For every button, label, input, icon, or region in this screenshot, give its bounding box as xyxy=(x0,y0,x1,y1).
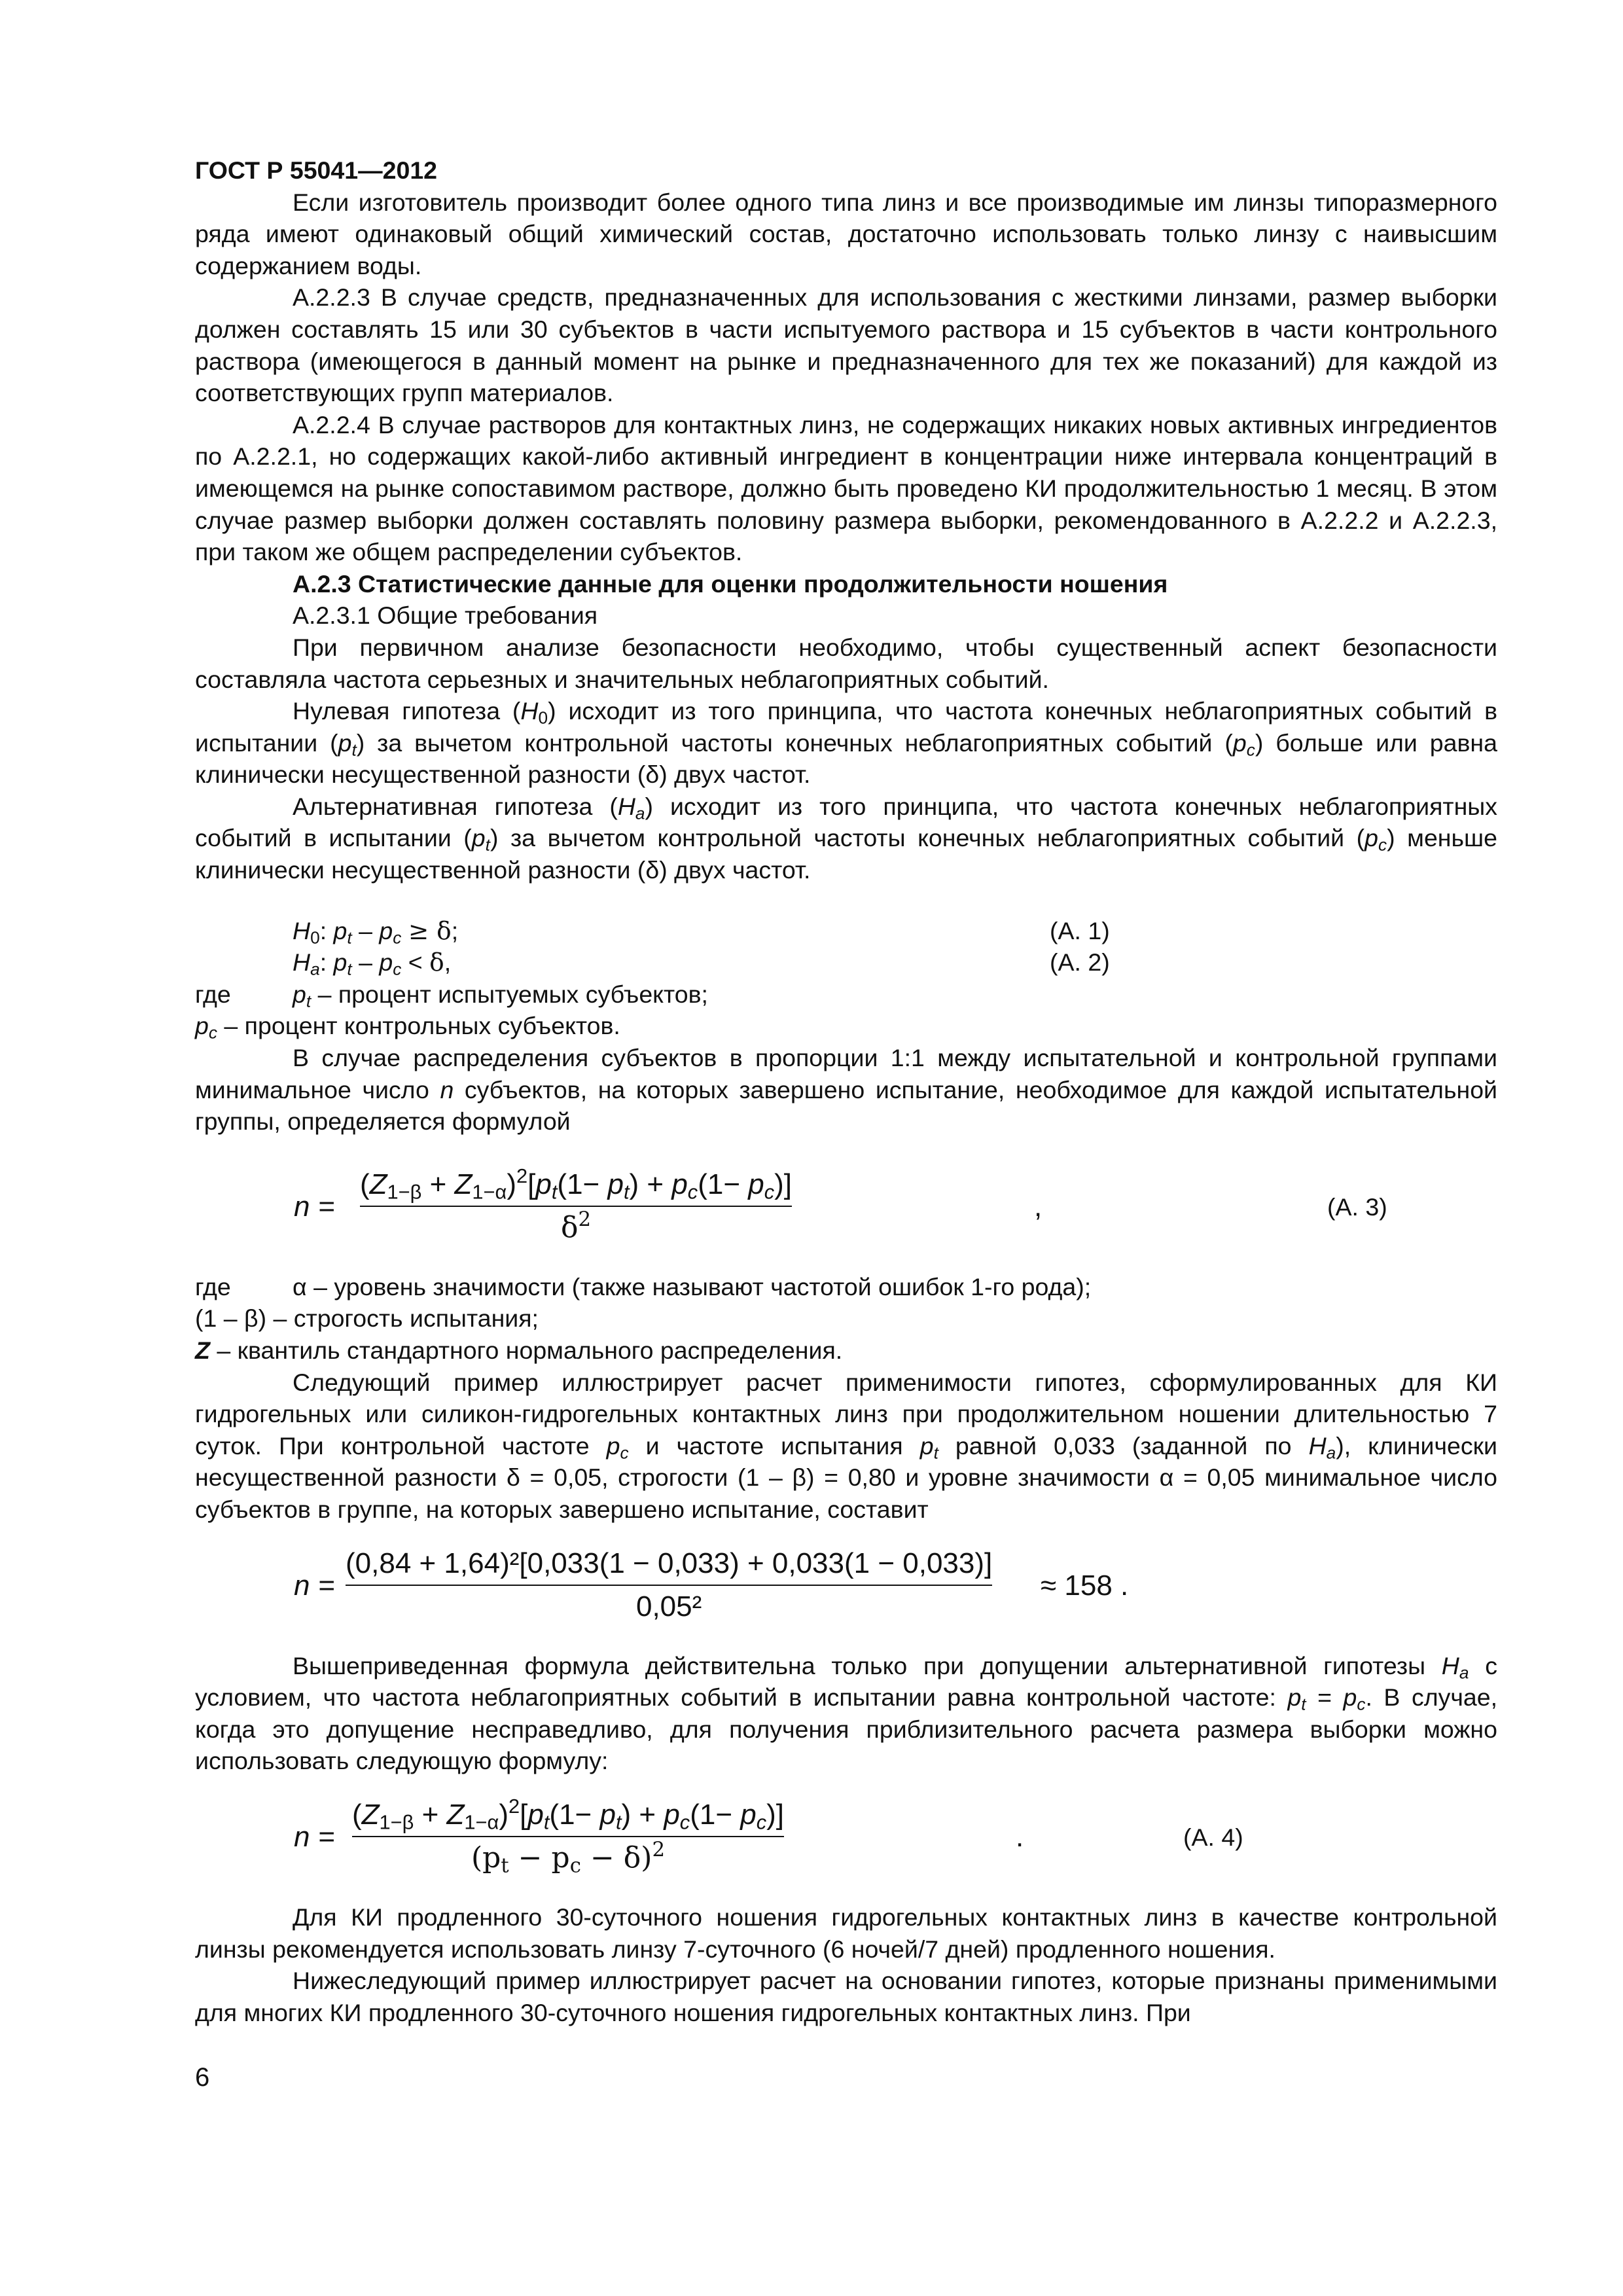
equation-number: (А. 2) xyxy=(1050,948,1110,977)
hypothesis-a1: $H_0$: $p_t - p_c \ge \delta$; (А. 1) xyxy=(293,916,1110,948)
page-content xyxy=(195,154,1497,2028)
paragraph-sample-size: В случае распределения субъектов в пропорции 1:1 между испытательной и контрольной группами минимальное число n субъектов, на которых завершено испытание, необходимое для каждой испытательной группы, определяется формулой xyxy=(195,1044,1497,1136)
where-alpha: где α – уровень значимости (также называют частотой ошибок 1-го рода); xyxy=(195,1272,1092,1300)
formula-lhs: n = xyxy=(294,1190,335,1223)
where-pt: где $p_t$ – процент испытуемых субъектов; xyxy=(195,980,708,1011)
paragraph-control-lens: Для КИ продленного 30-суточного ношения гидрогельных контактных линз в качестве контрольной линзы рекомендуется использовать линзу 7-суточного (6 ночей/7 дней) продленного ношения. xyxy=(195,1903,1497,1963)
subsection-heading: А.2.3.1 Общие требования xyxy=(293,601,598,630)
equation-number: (А. 1) xyxy=(1050,916,1110,944)
section-heading: А.2.3 Статистические данные для оценки продолжительности ношения xyxy=(293,569,1168,598)
paragraph-a-2-2-4: А.2.2.4 В случае растворов для контактных линз, не содержащих никаких новых активных ингредиентов по А.2.2.1, но содержащих какой-либо активный ингредиент в концентрации ниже интервала концентраций в имеющемся на рынке сопоставимом растворе, должно быть проведено КИ продолжительностью 1 месяц. В этом случае размер выборки должен составлять половину размера выборки, рекомендованного в А.2.2.2 и А.2.2.3, при таком же общем распределении субъектов. xyxy=(195,410,1497,566)
where-z: Z – квантиль стандартного нормального распределения. xyxy=(195,1336,843,1364)
equation-number: (А. 3) xyxy=(1327,1193,1387,1221)
formula-fraction: $(Z_{1-\beta} + Z_{1-\alpha})^2[p_t(1- p_t) + p_c(1- p_c)]$ $(p_t - p_c - \delta)^2$ xyxy=(352,1795,785,1878)
paragraph-next-example: Нижеследующий пример иллюстрирует расчет на основании гипотез, которые признаны применимыми для многих КИ продленного 30-суточного ношения гидрогельных контактных линз. При xyxy=(195,1967,1497,2026)
formula-a4: n = $(Z_{1-\beta} + Z_{1-\alpha})^2[p_t(1- p_t) + p_c(1- p_c)]$ $(p_t - p_c - \delta)^2$ . (А. 4) xyxy=(294,1795,1243,1878)
equation-number: (А. 4) xyxy=(1183,1823,1243,1851)
document-header: ГОСТ Р 55041—2012 xyxy=(195,156,438,184)
formula-fraction: (0,84 + 1,64)²[0,033(1 − 0,033) + 0,033(1 − 0,033)] 0,05² xyxy=(346,1547,993,1623)
formula-fraction: $(Z_{1-\beta} + Z_{1-\alpha})^2[p_t(1- p_t) + p_c(1- p_c)]$ $\delta^2$ xyxy=(360,1164,793,1244)
page-number: 6 xyxy=(195,2063,210,2092)
paragraph-alt-hypothesis: Альтернативная гипотеза $(H_a)$ исходит из того принципа, что частота конечных неблагоприятных событий в испытании $(p_t)$ за вычетом контрольной частоты конечных неблагоприятных событий $(p_c)$ меньше клинически несущественной разности (δ) двух частот. xyxy=(195,792,1498,884)
paragraph-example: Следующий пример иллюстрирует расчет применимости гипотез, сформулированных для КИ гидрогельных или силикон-гидрогельных контактных линз при продолжительном ношении длительностью 7 суток. При контрольной частоте $p_c$ и частоте испытания $p_t$ равной 0,033 (заданной по $H_a$), клинически несущественной разности δ = 0,05, строгости (1 – β) = 0,80 и уровне значимости α = 0,05 минимальное число субъектов в группе, на которых завершено испытание, составит xyxy=(195,1368,1497,1523)
paragraph-safety: При первичном анализе безопасности необходимо, чтобы существенный аспект безопасности составляла частота серьезных и значительных неблагоприятных событий. xyxy=(195,633,1497,693)
where-pc: $p_c$ – процент контрольных субъектов. xyxy=(195,1012,620,1043)
formula-example: n = (0,84 + 1,64)²[0,033(1 − 0,033) + 0,033(1 − 0,033)] 0,05² ≈ 158 . xyxy=(195,1545,1497,1650)
paragraph-1: Если изготовитель производит более одного типа линз и все производимые им линзы типоразмерного ряда имеют одинаковый общий химический состав, достаточно использовать только линзу с наивысшим содержанием воды. xyxy=(195,188,1497,279)
paragraph-null-hypothesis: Нулевая гипотеза $(H_0)$ исходит из того принципа, что частота конечных неблагоприятных событий в испытании $(p_t)$ за вычетом контрольной частоты конечных неблагоприятных событий $(p_c)$ больше или равна клинически несущественной разности (δ) двух частот. xyxy=(195,697,1498,789)
formula-a3: n = $(Z_{1-\beta} + Z_{1-\alpha})^2[p_t(1- p_t) + p_c(1- p_c)]$ $\delta^2$ , (А. 3) xyxy=(195,1166,1497,1271)
where-beta: (1 – β) – строгость испытания; xyxy=(195,1304,539,1333)
paragraph-validity: Вышеприведенная формула действительна только при допущении альтернативной гипотезы $H_a$ с условием, что частота неблагоприятных событий в испытании равна контрольной частоте: $p_t = p_c$. В случае, когда это допущение несправедливо, для получения приблизительного расчета размера выборки можно использовать следующую формулу: xyxy=(195,1651,1497,1775)
paragraph-a-2-2-3: А.2.2.3 В случае средств, предназначенных для использования с жесткими линзами, размер выборки должен составлять 15 или 30 субъектов в части испытуемого раствора и 15 субъектов в части контрольного раствора (имеющегося в данный момент на рынке и предназначенного для тех же показаний) для каждой из соответствующих групп материалов. xyxy=(195,283,1497,407)
hypothesis-a2: $H_a$: $p_t - p_c < \delta$, (А. 2) xyxy=(293,948,1110,979)
